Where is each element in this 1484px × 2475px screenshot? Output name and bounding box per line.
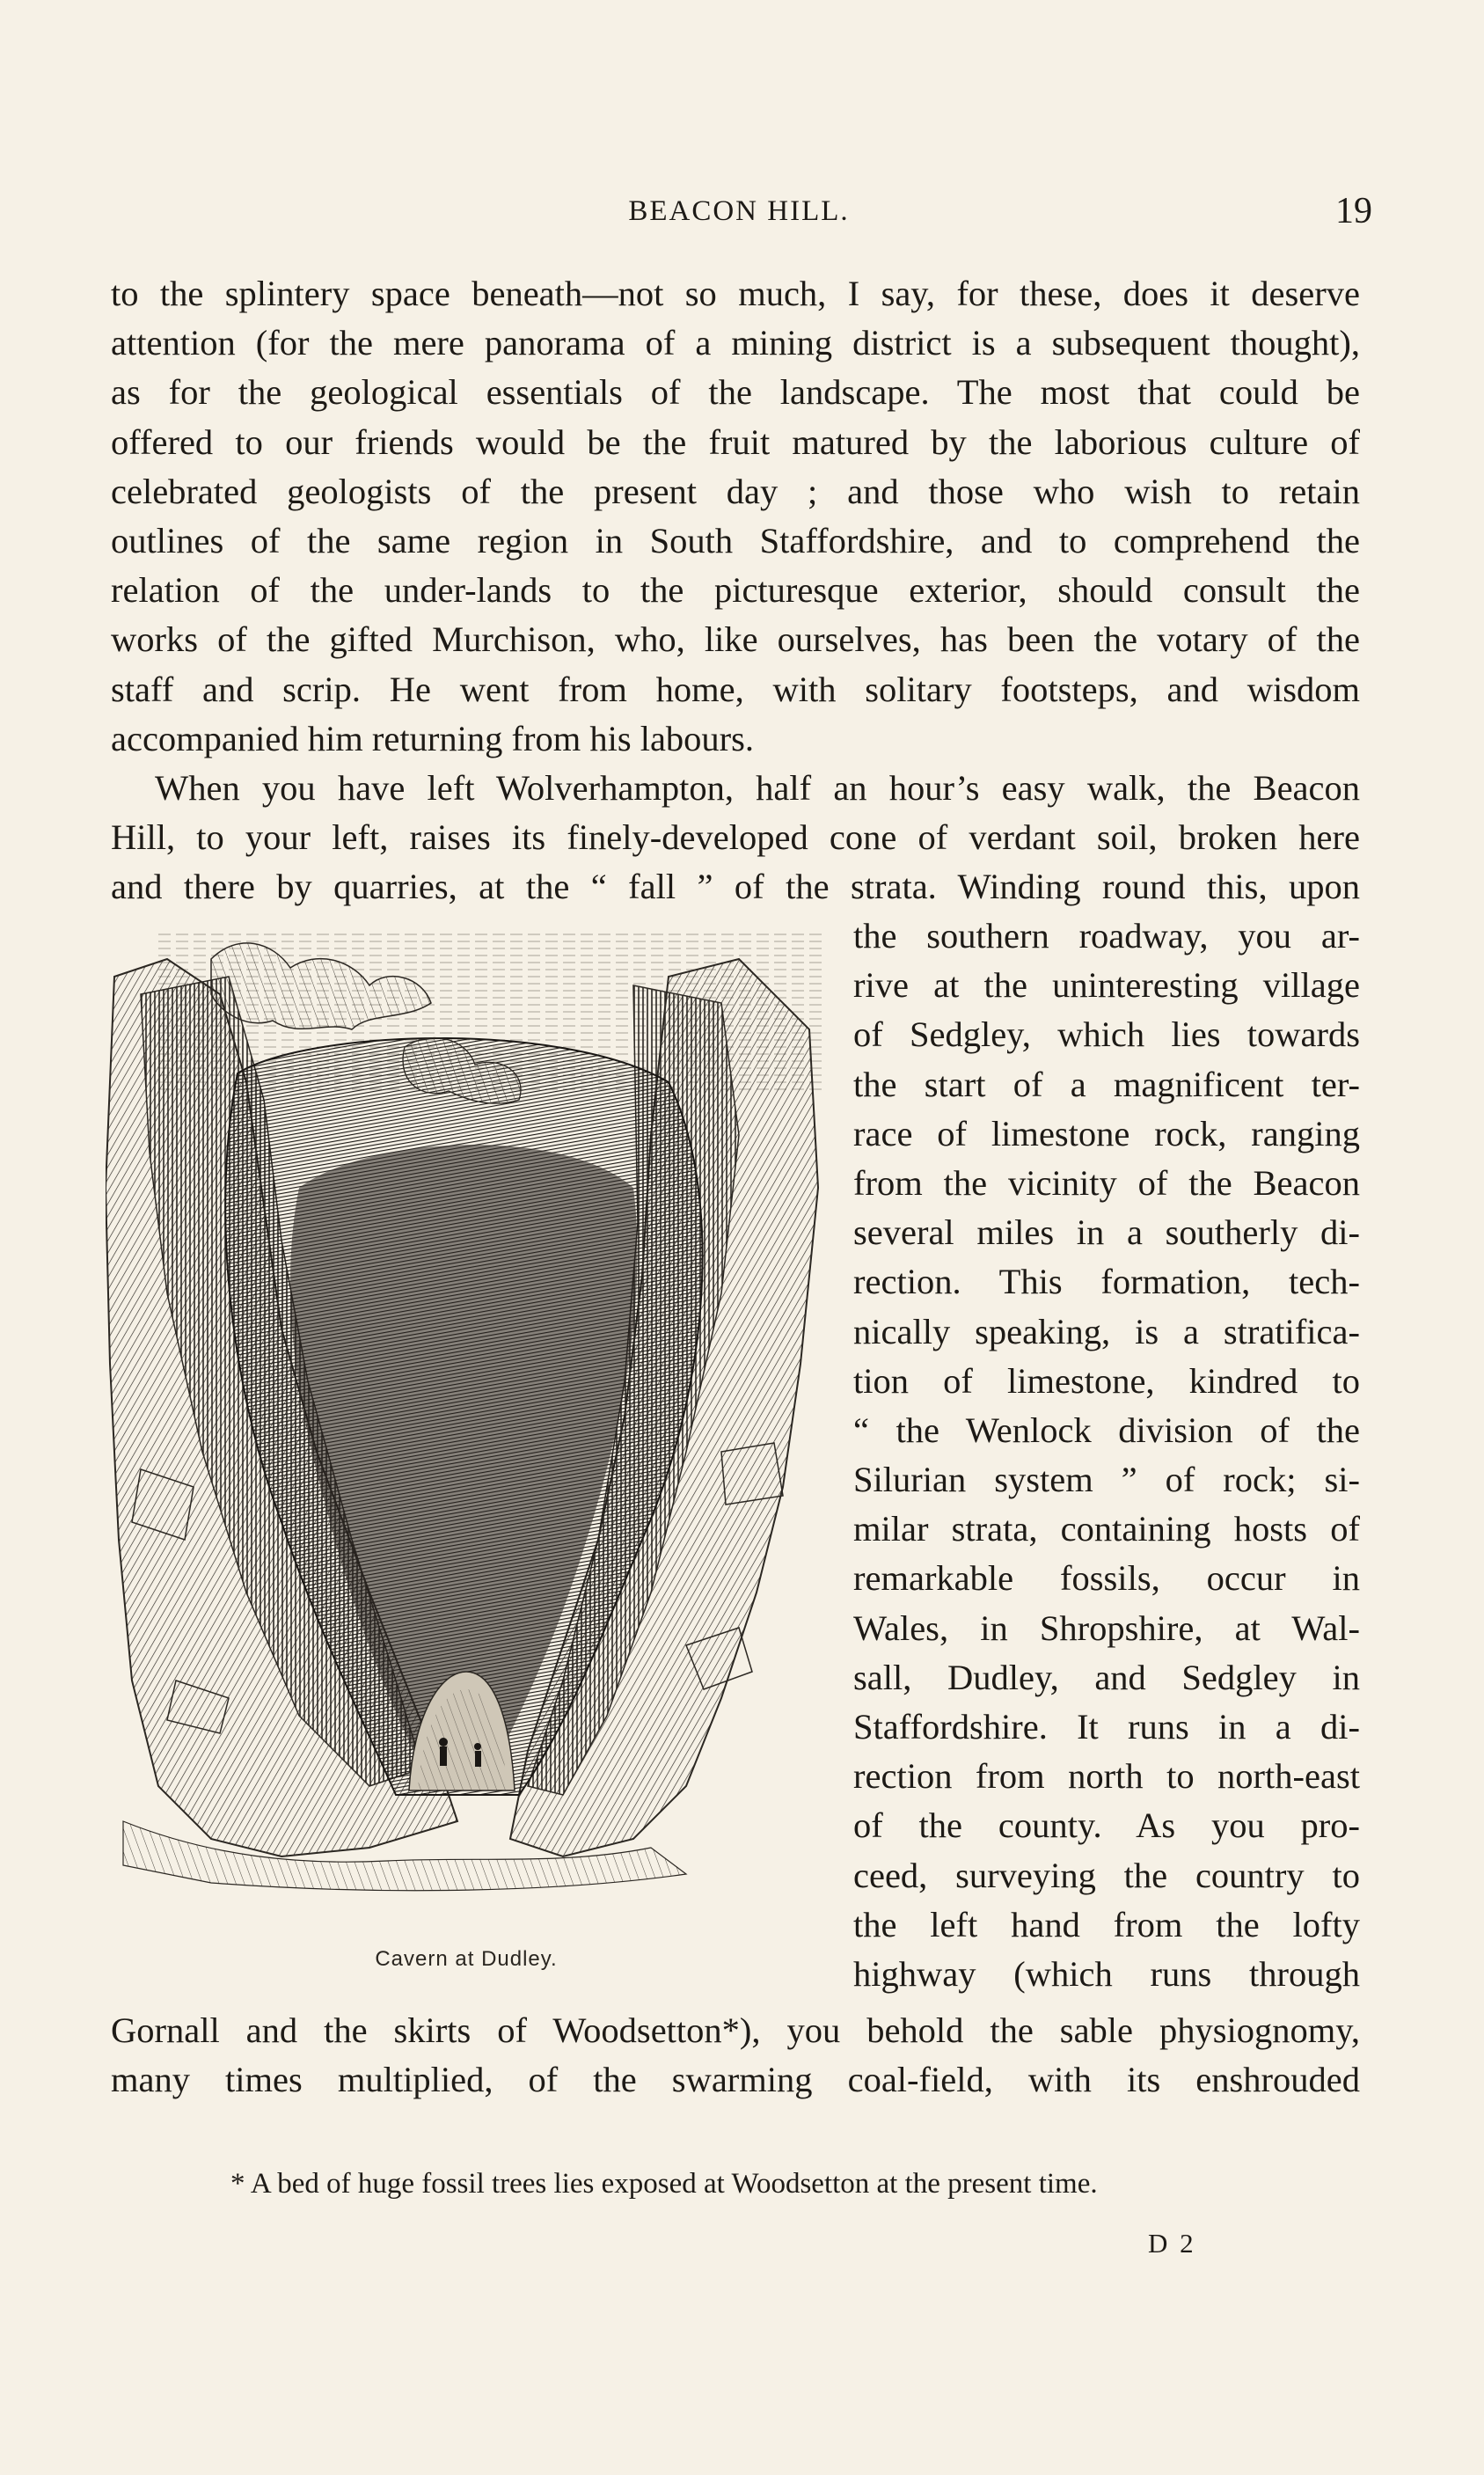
text-line: nically speaking, is a stratifica-	[853, 1311, 1360, 1351]
text-line: the start of a magnificent ter-	[853, 1064, 1360, 1104]
text-line: Wales, in Shropshire, at Wal-	[853, 1607, 1360, 1648]
engraving-figure	[106, 924, 827, 1980]
text-line: attention (for the mere panorama of a mining district is a subsequent thought),	[111, 323, 1360, 363]
text-line: rive at the uninteresting village	[853, 965, 1360, 1006]
text-line: rection from north to north-east	[853, 1756, 1360, 1797]
figure-caption: Cavern at Dudley.	[375, 1947, 558, 1971]
footnote: * A bed of huge fossil trees lies exposed at Woodsetton at the present time.	[230, 2168, 1098, 2200]
running-head-title: BEACON HILL.	[628, 195, 850, 227]
text-line: from the vicinity of the Beacon	[853, 1162, 1360, 1203]
text-line: works of the gifted Murchison, who, like ourselves, has been the votary of the	[111, 619, 1360, 660]
text-line: ceed, surveying the country to	[853, 1855, 1360, 1895]
text-line: many times multiplied, of the swarming coal-field, with its enshrouded	[111, 2060, 1360, 2100]
text-line: Staffordshire. It runs in a di-	[853, 1707, 1360, 1746]
text-line: of the county. As you pro-	[853, 1805, 1360, 1846]
text-line: as for the geological essentials of the landscape. The most that could be	[111, 372, 1360, 413]
text-line: celebrated geologists of the present day ; and those who wish to retain	[111, 471, 1360, 511]
text-line: When you have left Wolverhampton, half an hour’s easy walk, the Beacon	[155, 767, 1360, 808]
text-line: of Sedgley, which lies towards	[853, 1014, 1360, 1055]
text-line: staff and scrip. He went from home, with solitary footsteps, and wisdom	[111, 669, 1360, 709]
text-line: “ the Wenlock division of the	[853, 1410, 1360, 1450]
text-line: and there by quarries, at the “ fall ” of the strata. Winding round this, upon	[111, 867, 1360, 907]
text-line: Silurian system ” of rock; si-	[853, 1460, 1360, 1500]
text-line: rection. This formation, tech-	[853, 1262, 1360, 1302]
text-line: Hill, to your left, raises its finely-developed cone of verdant soil, broken here	[111, 817, 1360, 858]
page-number: 19	[1335, 191, 1372, 231]
signature-mark: D 2	[1148, 2228, 1196, 2259]
running-head	[106, 191, 1372, 239]
cavern-engraving	[106, 924, 827, 1936]
text-line: tion of limestone, kindred to	[853, 1360, 1360, 1401]
text-line: relation of the under-lands to the picturesque exterior, should consult the	[111, 570, 1360, 611]
text-line: milar strata, containing hosts of	[853, 1509, 1360, 1549]
text-line: outlines of the same region in South Staffordshire, and to comprehend the	[111, 520, 1360, 560]
text-line: offered to our friends would be the fruit matured by the laborious culture of	[111, 421, 1360, 462]
text-line: remarkable fossils, occur in	[853, 1558, 1360, 1599]
body-text-top	[111, 269, 1360, 912]
text-line: Gornall and the skirts of Woodsetton*), you behold the sable physiognomy,	[111, 2010, 1360, 2050]
text-line: race of limestone rock, ranging	[853, 1113, 1360, 1153]
text-line: accompanied him returning from his labours.	[111, 718, 755, 758]
text-line: highway (which runs through	[853, 1953, 1360, 1994]
text-line: to the splintery space beneath—not so much, I say, for these, does it deserve	[111, 274, 1360, 313]
text-line: the southern roadway, you ar-	[853, 916, 1360, 956]
body-text-wrap	[853, 912, 1360, 1999]
text-line: the left hand from the lofty	[853, 1904, 1360, 1944]
body-text-bottom	[111, 2006, 1360, 2105]
text-line: sall, Dudley, and Sedgley in	[853, 1657, 1360, 1697]
text-line: several miles in a southerly di-	[853, 1212, 1360, 1253]
